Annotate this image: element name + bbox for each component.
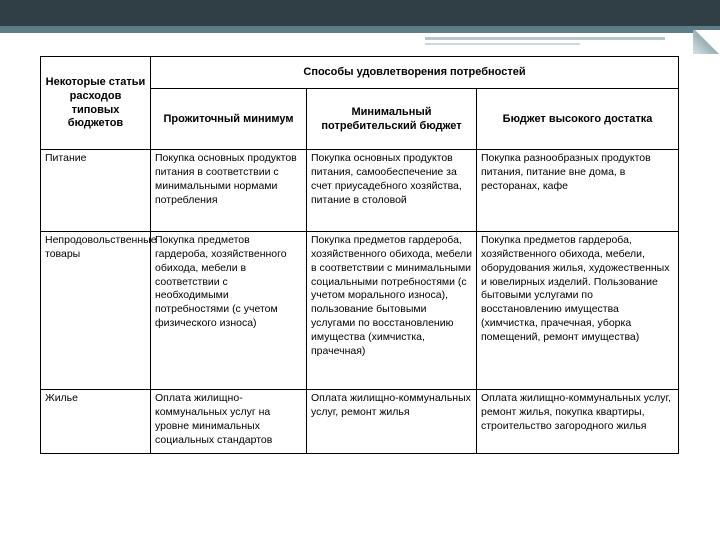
table-row [41, 150, 679, 232]
table-header-row [41, 57, 679, 89]
row-label-food: Питание [41, 150, 151, 232]
budget-table [40, 56, 679, 454]
slide-top-strip [0, 26, 720, 33]
table-cell: Оплата жилищно-коммунальных услуг, ремонт жилья, покупка квартиры, строительство загородного жилья [477, 390, 679, 454]
column-header-high-income-budget: Бюджет высокого достатка [477, 89, 679, 150]
table-cell: Покупка предметов гардероба, хозяйственного обихода, мебели, оборудования жилья, художественных и ювелирных изделий. Пользование бытовыми услугами по восстановлению имущества (химчистка, прачечная, уборка помещений, ремонт имущества) [477, 232, 679, 390]
slide-decor-line [425, 37, 665, 40]
table-row [41, 390, 679, 454]
slide-top-bar [0, 0, 720, 26]
table-cell: Покупка основных продуктов питания в соответствии с минимальными нормами потребления [151, 150, 307, 232]
row-label-housing: Жилье [41, 390, 151, 454]
page-curl-corner [693, 30, 720, 54]
column-header-subsistence-minimum: Прожиточный минимум [151, 89, 307, 150]
table-cell: Покупка разнообразных продуктов питания, питание вне дома, в ресторанах, кафе [477, 150, 679, 232]
column-header-minimum-consumer-budget: Минимальный потребительский бюджет [307, 89, 477, 150]
table-cell: Покупка основных продуктов питания, самообеспечение за счет приусадебного хозяйства, питание в столовой [307, 150, 477, 232]
table-cell: Оплата жилищно-коммунальных услуг на уровне минимальных социальных стандартов [151, 390, 307, 454]
slide-decor-line [425, 43, 580, 45]
table-cell: Покупка предметов гардероба, хозяйственного обихода, мебели в соответствии с минимальными социальными потребностями (с учетом морального износа), пользование бытовыми услугами по восстановлению имущества (химчистка, прачечная) [307, 232, 477, 390]
table-cell: Покупка предметов гардероба, хозяйственного обихода, мебели в соответствии с необходимыми потребностями (с учетом физического износа) [151, 232, 307, 390]
table-row [41, 232, 679, 390]
header-ways-to-satisfy-needs: Способы удовлетворения потребностей [151, 57, 679, 89]
header-expense-items: Некоторые статьи расходов типовых бюджетов [41, 57, 151, 150]
table-cell: Оплата жилищно-коммунальных услуг, ремонт жилья [307, 390, 477, 454]
row-label-nonfood-goods: Непродовольственные товары [41, 232, 151, 390]
